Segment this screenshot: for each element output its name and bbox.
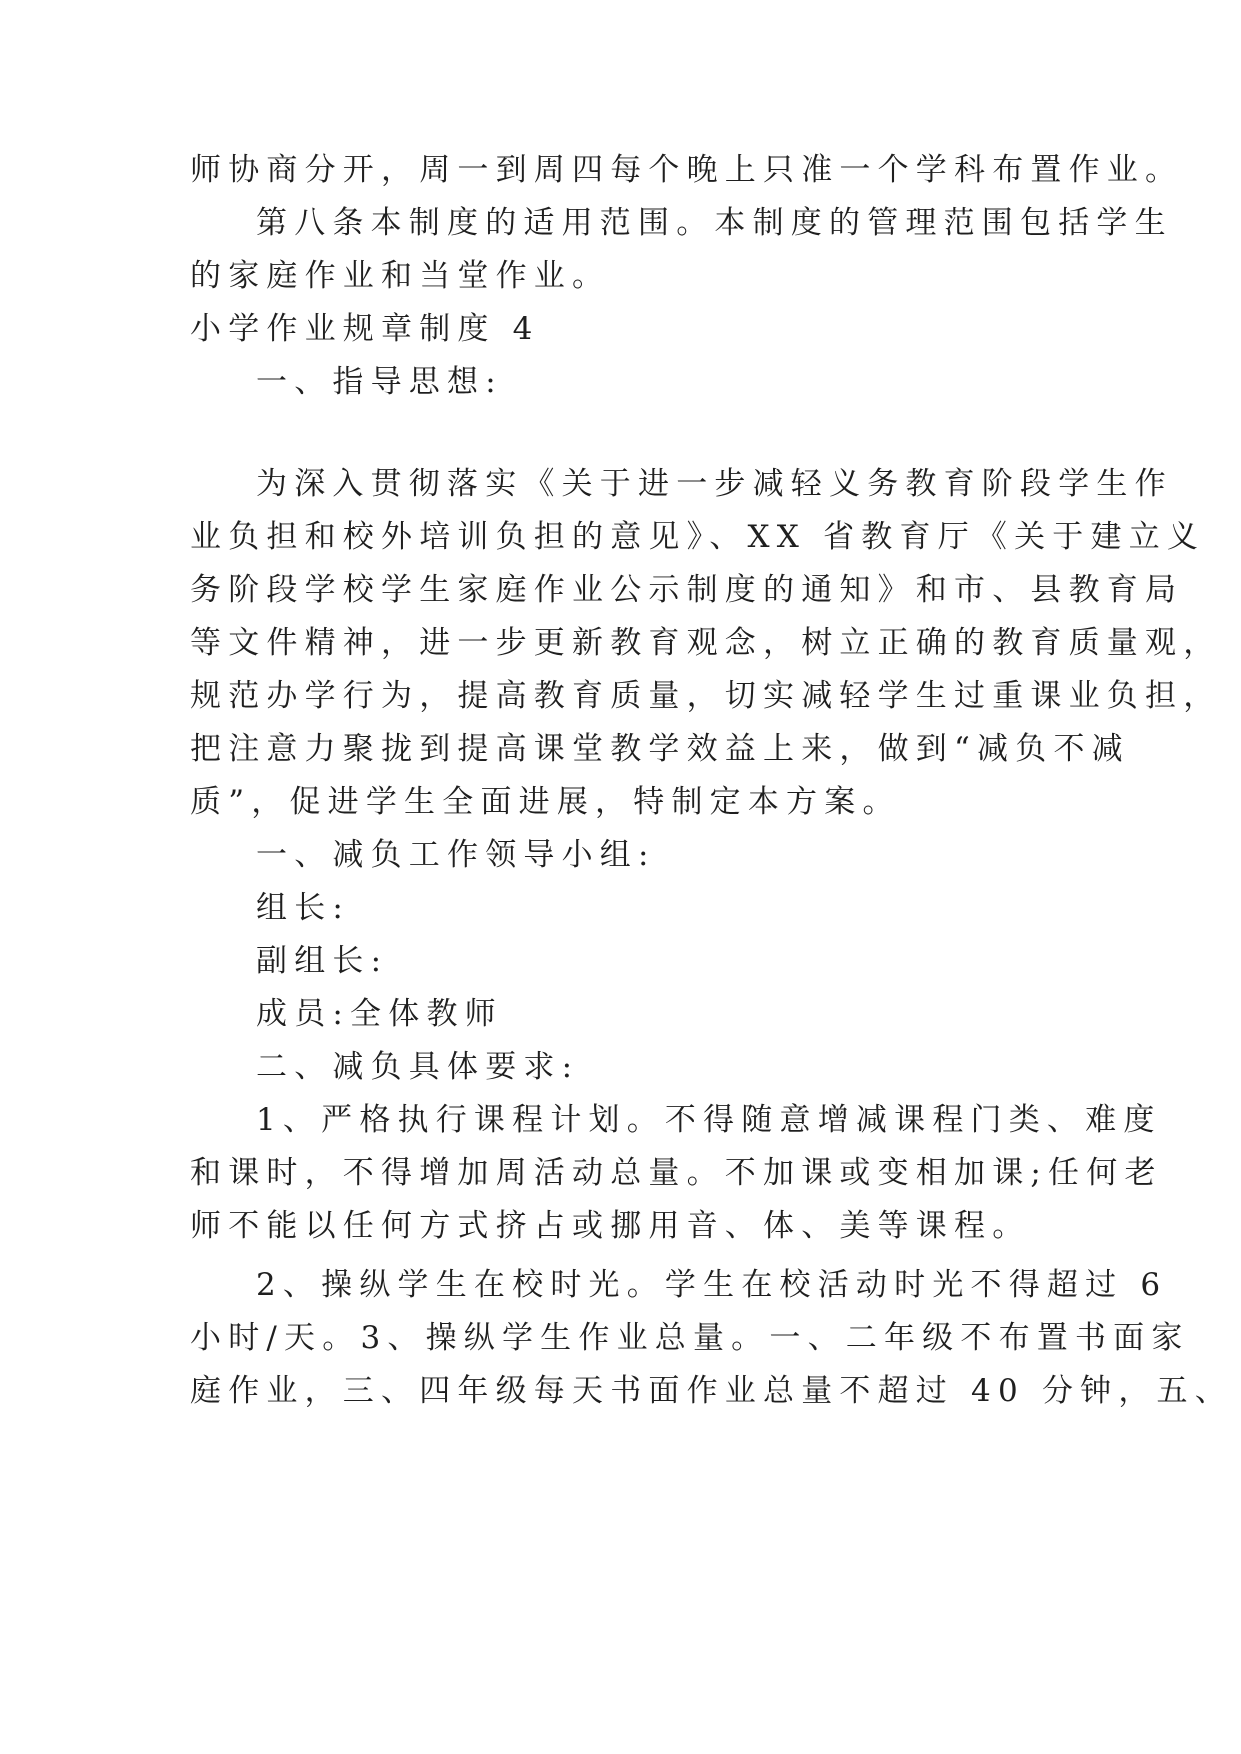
text-line: 庭作业，三、四年级每天书面作业总量不超过 40 分钟，五、 xyxy=(190,1373,1233,1409)
text-line: 小时/天。3、操纵学生作业总量。一、二年级不布置书面家 xyxy=(190,1320,1190,1356)
subheading: 二、减负具体要求: xyxy=(256,1049,580,1085)
text-line: 把注意力聚拢到提高课堂教学效益上来，做到“减负不减 xyxy=(190,731,1130,767)
section-heading: 小学作业规章制度 4 xyxy=(190,311,540,347)
text-line: 业负担和校外培训负担的意见》、XX 省教育厅《关于建立义 xyxy=(190,519,1206,555)
text-line: 的家庭作业和当堂作业。 xyxy=(190,258,611,294)
text-line: 第八条本制度的适用范围。本制度的管理范围包括学生 xyxy=(256,205,1173,241)
text-line: 成员:全体教师 xyxy=(256,996,503,1032)
text-line: 1、严格执行课程计划。不得随意增减课程门类、难度 xyxy=(256,1102,1162,1138)
text-line: 副组长: xyxy=(256,943,389,979)
subheading: 一、减负工作领导小组: xyxy=(256,837,656,873)
text-line: 务阶段学校学生家庭作业公示制度的通知》和市、县教育局 xyxy=(190,572,1184,608)
subheading: 一、指导思想: xyxy=(256,364,503,400)
text-line: 等文件精神，进一步更新教育观念，树立正确的教育质量观， xyxy=(190,625,1222,661)
text-line: 2、操纵学生在校时光。学生在校活动时光不得超过 6 xyxy=(256,1267,1168,1303)
text-line: 为深入贯彻落实《关于进一步减轻义务教育阶段学生作 xyxy=(256,466,1173,502)
text-line: 师不能以任何方式挤占或挪用音、体、美等课程。 xyxy=(190,1208,1031,1244)
text-line: 质”，促进学生全面进展，特制定本方案。 xyxy=(190,784,901,820)
text-line: 师协商分开，周一到周四每个晚上只准一个学科布置作业。 xyxy=(190,152,1184,188)
text-line: 规范办学行为，提高教育质量，切实减轻学生过重课业负担， xyxy=(190,678,1222,714)
text-line: 和课时，不得增加周活动总量。不加课或变相加课;任何老 xyxy=(190,1155,1163,1191)
text-line: 组长: xyxy=(256,890,351,926)
